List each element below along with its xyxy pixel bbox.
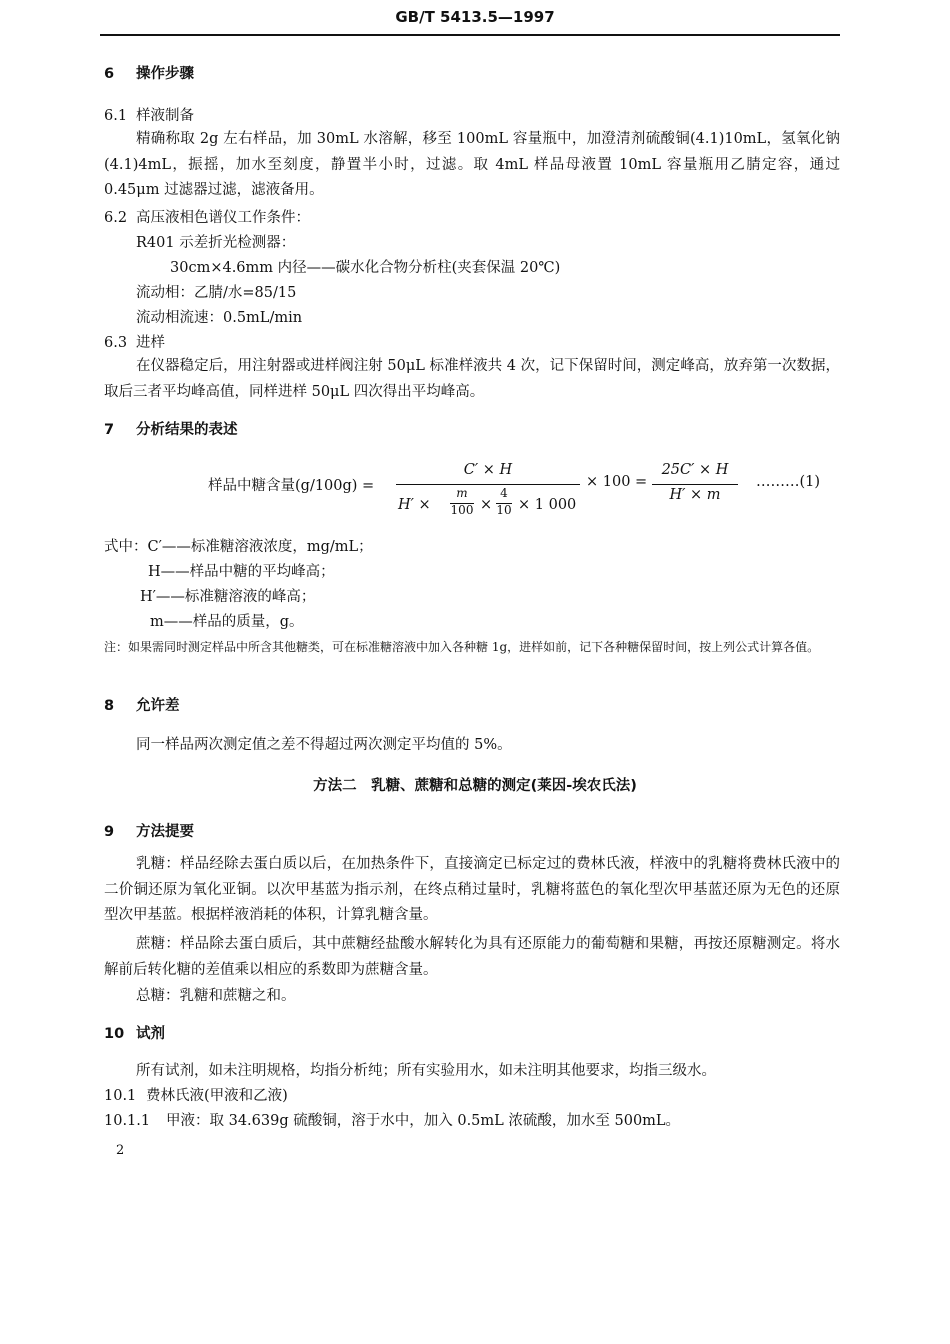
section-number: 6.1 bbox=[104, 108, 128, 124]
section-6-1-heading bbox=[104, 106, 194, 126]
section-8-heading bbox=[104, 696, 180, 716]
section-number: 10 bbox=[104, 1026, 125, 1042]
formula-numerator: C′ × H bbox=[463, 462, 513, 478]
formula-result-denominator: H′ × m bbox=[669, 487, 721, 503]
where-c-text: C′——标准糖溶液浓度，mg/mL； bbox=[147, 539, 373, 555]
column-line: 30cm×4.6mm 内径——碳水化合物分析柱(夹套保温 20℃) bbox=[170, 260, 561, 276]
header-rule bbox=[100, 34, 840, 36]
detector-line: R401 示差折光检测器： bbox=[136, 235, 296, 251]
section-title: 分析结果的表述 bbox=[136, 422, 238, 438]
section-8-text: 同一样品两次测定值之差不得超过两次测定平均值的 5%。 bbox=[136, 737, 512, 753]
denominator-part: 10 bbox=[496, 503, 512, 517]
lactose-paragraph: 乳糖：样品经除去蛋白质以后，在加热条件下，直接滴定已标定过的费林氏液，样液中的乳糖将费林氏液中的二价铜还原为氧化亚铜。以次甲基蓝为指示剂，在终点稍过量时，乳糖将蓝色的氧化型次甲基蓝还原为无色的还原型次甲基蓝。根据样液消耗的体积，计算乳糖含量。 bbox=[104, 856, 840, 924]
section-10-text: 所有试剂，如未注明规格，均指分析纯；所有实验用水，如未注明其他要求，均指三级水。 bbox=[136, 1063, 716, 1079]
section-number: 6.2 bbox=[104, 210, 128, 226]
method-two-title: 方法二 乳糖、蔗糖和总糖的测定(莱因-埃农氏法) bbox=[313, 778, 637, 794]
standard-number-header: GB/T 5413.5—1997 bbox=[395, 8, 555, 26]
fraction-bar bbox=[652, 484, 738, 485]
section-number: 6.3 bbox=[104, 335, 128, 351]
formula-result-numerator: 25C′ × H bbox=[661, 462, 729, 478]
formula-lhs: 样品中糖含量(g/100g) = bbox=[208, 478, 375, 494]
denominator-part: m bbox=[456, 486, 468, 500]
page-number: 2 bbox=[116, 1143, 125, 1158]
fraction-bar bbox=[396, 484, 580, 485]
section-6-1-text: 精确称取 2g 左右样品，加 30mL 水溶解，移至 100mL 容量瓶中，加澄清剂硫酸铜(4.1)10mL，氢氧化钠(4.1)4mL，振摇，加水至刻度，静置半小时，过滤。取 4mL 样品母液置 10mL 容量瓶用乙腈定容，通过 0.45μm 过滤器过滤，滤液备用。 bbox=[104, 131, 840, 199]
sugar-content-formula bbox=[200, 460, 840, 520]
section-6-2-heading bbox=[104, 208, 310, 228]
sucrose-paragraph: 蔗糖：样品除去蛋白质后，其中蔗糖经盐酸水解转化为具有还原能力的葡萄糖和果糖，再按还原糖测定。将水解前后转化糖的差值乘以相应的系数即为蔗糖含量。 bbox=[104, 936, 840, 978]
section-6-heading bbox=[104, 64, 194, 84]
equation-number: ………(1) bbox=[756, 474, 821, 490]
section-7-heading bbox=[104, 420, 238, 440]
section-10-1-heading bbox=[104, 1086, 288, 1106]
section-title: 操作步骤 bbox=[136, 66, 194, 82]
section-6-3-heading bbox=[104, 333, 165, 353]
denominator-part: 100 bbox=[450, 503, 474, 517]
section-number: 10.1 bbox=[104, 1088, 137, 1104]
section-title: 允许差 bbox=[136, 698, 180, 714]
section-10-1-1-line bbox=[104, 1111, 680, 1131]
section-title: 高压液相色谱仪工作条件： bbox=[136, 210, 310, 226]
section-number: 10.1.1 bbox=[104, 1113, 151, 1129]
denominator-part: H′ × bbox=[398, 497, 431, 513]
where-h: H——样品中糖的平均峰高； bbox=[148, 564, 335, 580]
denominator-part: 4 bbox=[500, 486, 508, 500]
denominator-part: × 1 000 bbox=[518, 497, 577, 513]
section-title: 方法提要 bbox=[136, 824, 194, 840]
where-h-prime: H′——标准糖溶液的峰高； bbox=[140, 589, 316, 605]
total-sugar-line: 总糖：乳糖和蔗糖之和。 bbox=[136, 988, 296, 1004]
section-number: 9 bbox=[104, 824, 115, 840]
section-title: 费林氏液(甲液和乙液) bbox=[146, 1088, 288, 1104]
where-prefix: 式中： bbox=[104, 539, 148, 555]
denominator-part: × bbox=[480, 497, 493, 513]
section-6-3-text: 在仪器稳定后，用注射器或进样阀注射 50μL 标准样液共 4 次，记下保留时间，测定峰高，放弃第一次数据，取后三者平均峰高值，同样进样 50μL 四次得出平均峰高。 bbox=[104, 358, 840, 400]
where-c bbox=[104, 537, 373, 557]
section-title: 进样 bbox=[136, 335, 165, 351]
flow-rate-line: 流动相流速：0.5mL/min bbox=[136, 310, 303, 326]
formula-middle: × 100 = bbox=[586, 474, 648, 490]
section-title: 样液制备 bbox=[136, 108, 194, 124]
note-text: 注：如果需同时测定样品中所含其他糖类，可在标准糖溶液中加入各种糖 1g，进样如前，记下各种糖保留时间，按上列公式计算各值。 bbox=[104, 640, 820, 654]
section-number: 8 bbox=[104, 698, 115, 714]
where-m: m——样品的质量，g。 bbox=[150, 614, 304, 630]
mobile-phase-line: 流动相：乙腈/水=85/15 bbox=[136, 285, 297, 301]
section-title: 试剂 bbox=[136, 1026, 165, 1042]
section-text: 甲液：取 34.639g 硫酸铜，溶于水中，加入 0.5mL 浓硫酸，加水至 500mL。 bbox=[166, 1113, 681, 1129]
section-number: 7 bbox=[104, 422, 115, 438]
section-number: 6 bbox=[104, 66, 115, 82]
section-9-heading bbox=[104, 822, 194, 842]
formula-denominator bbox=[396, 487, 580, 521]
section-10-heading bbox=[104, 1024, 165, 1044]
